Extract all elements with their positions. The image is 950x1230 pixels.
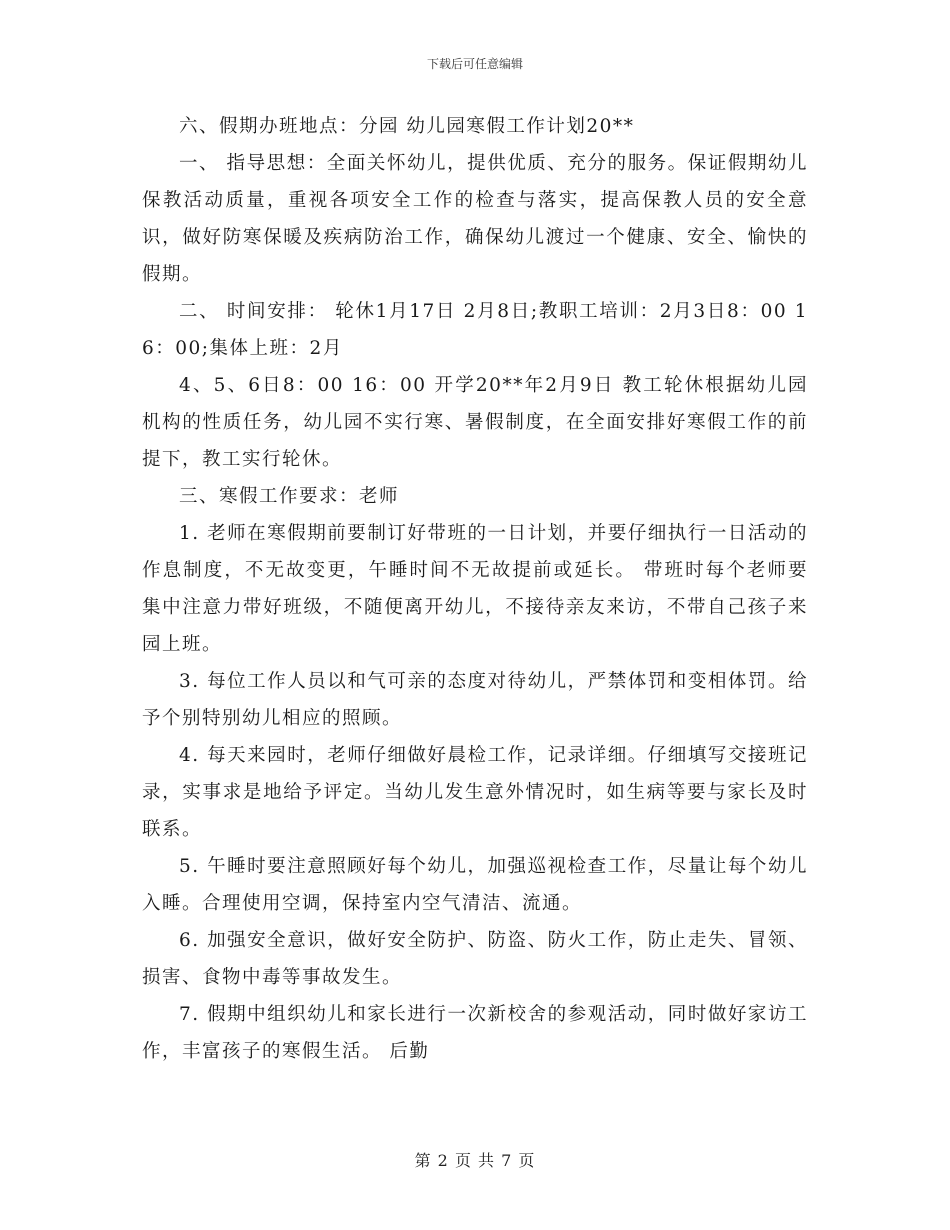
page-header: 下载后可任意编辑: [426, 57, 523, 71]
paragraph-item-3: 3. 每位工作人员以和气可亲的态度对待幼儿，严禁体罚和变相体罚。给予个别特别幼儿相应的照顾。: [142, 671, 808, 729]
paragraph-item-6: 6. 加强安全意识，做好安全防护、防盗、防火工作，防止走失、冒领、损害、食物中毒等事故发生。: [142, 930, 808, 988]
paragraph-item-7: 7. 假期中组织幼儿和家长进行一次新校舍的参观活动，同时做好家访工作，丰富孩子的寒假生活。 后勤: [142, 1004, 808, 1062]
paragraph-schedule-continued: 4、5、6日8：00 16：00 开学20**年2月9日 教工轮休根据幼儿园机构的性质任务，幼儿园不实行寒、暑假制度，在全面安排好寒假工作的前提下，教工实行轮休。: [142, 375, 808, 470]
paragraph-schedule: 二、 时间安排： 轮休1月17日 2月8日;教职工培训：2月3日8：00 16：00;集体上班：2月: [142, 301, 808, 359]
document-body: [142, 108, 808, 1070]
paragraph-item-5: 5. 午睡时要注意照顾好每个幼儿，加强巡视检查工作，尽量让每个幼儿入睡。合理使用空调，保持室内空气清洁、流通。: [142, 856, 808, 914]
page-number-footer: 第 2 页 共 7 页: [414, 1151, 536, 1170]
paragraph-venue: 六、假期办班地点：分园 幼儿园寒假工作计划20**: [179, 116, 635, 137]
paragraph-requirements-heading: 三、寒假工作要求：老师: [179, 486, 400, 507]
paragraph-item-4: 4. 每天来园时，老师仔细做好晨检工作，记录详细。仔细填写交接班记录，实事求是地给予评定。当幼儿发生意外情况时，如生病等要与家长及时联系。: [142, 745, 808, 840]
paragraph-guiding-idea: 一、 指导思想：全面关怀幼儿，提供优质、充分的服务。保证假期幼儿保教活动质量，重视各项安全工作的检查与落实，提高保教人员的安全意识，做好防寒保暖及疾病防治工作，确保幼儿渡过一个健康、安全、愉快的假期。: [142, 153, 808, 285]
paragraph-item-1: 1. 老师在寒假期前要制订好带班的一日计划，并要仔细执行一日活动的作息制度，不无故变更，午睡时间不无故提前或延长。 带班时每个老师要集中注意力带好班级，不随便离开幼儿，不接待亲友来访，不带自己孩子来园上班。: [142, 523, 808, 655]
